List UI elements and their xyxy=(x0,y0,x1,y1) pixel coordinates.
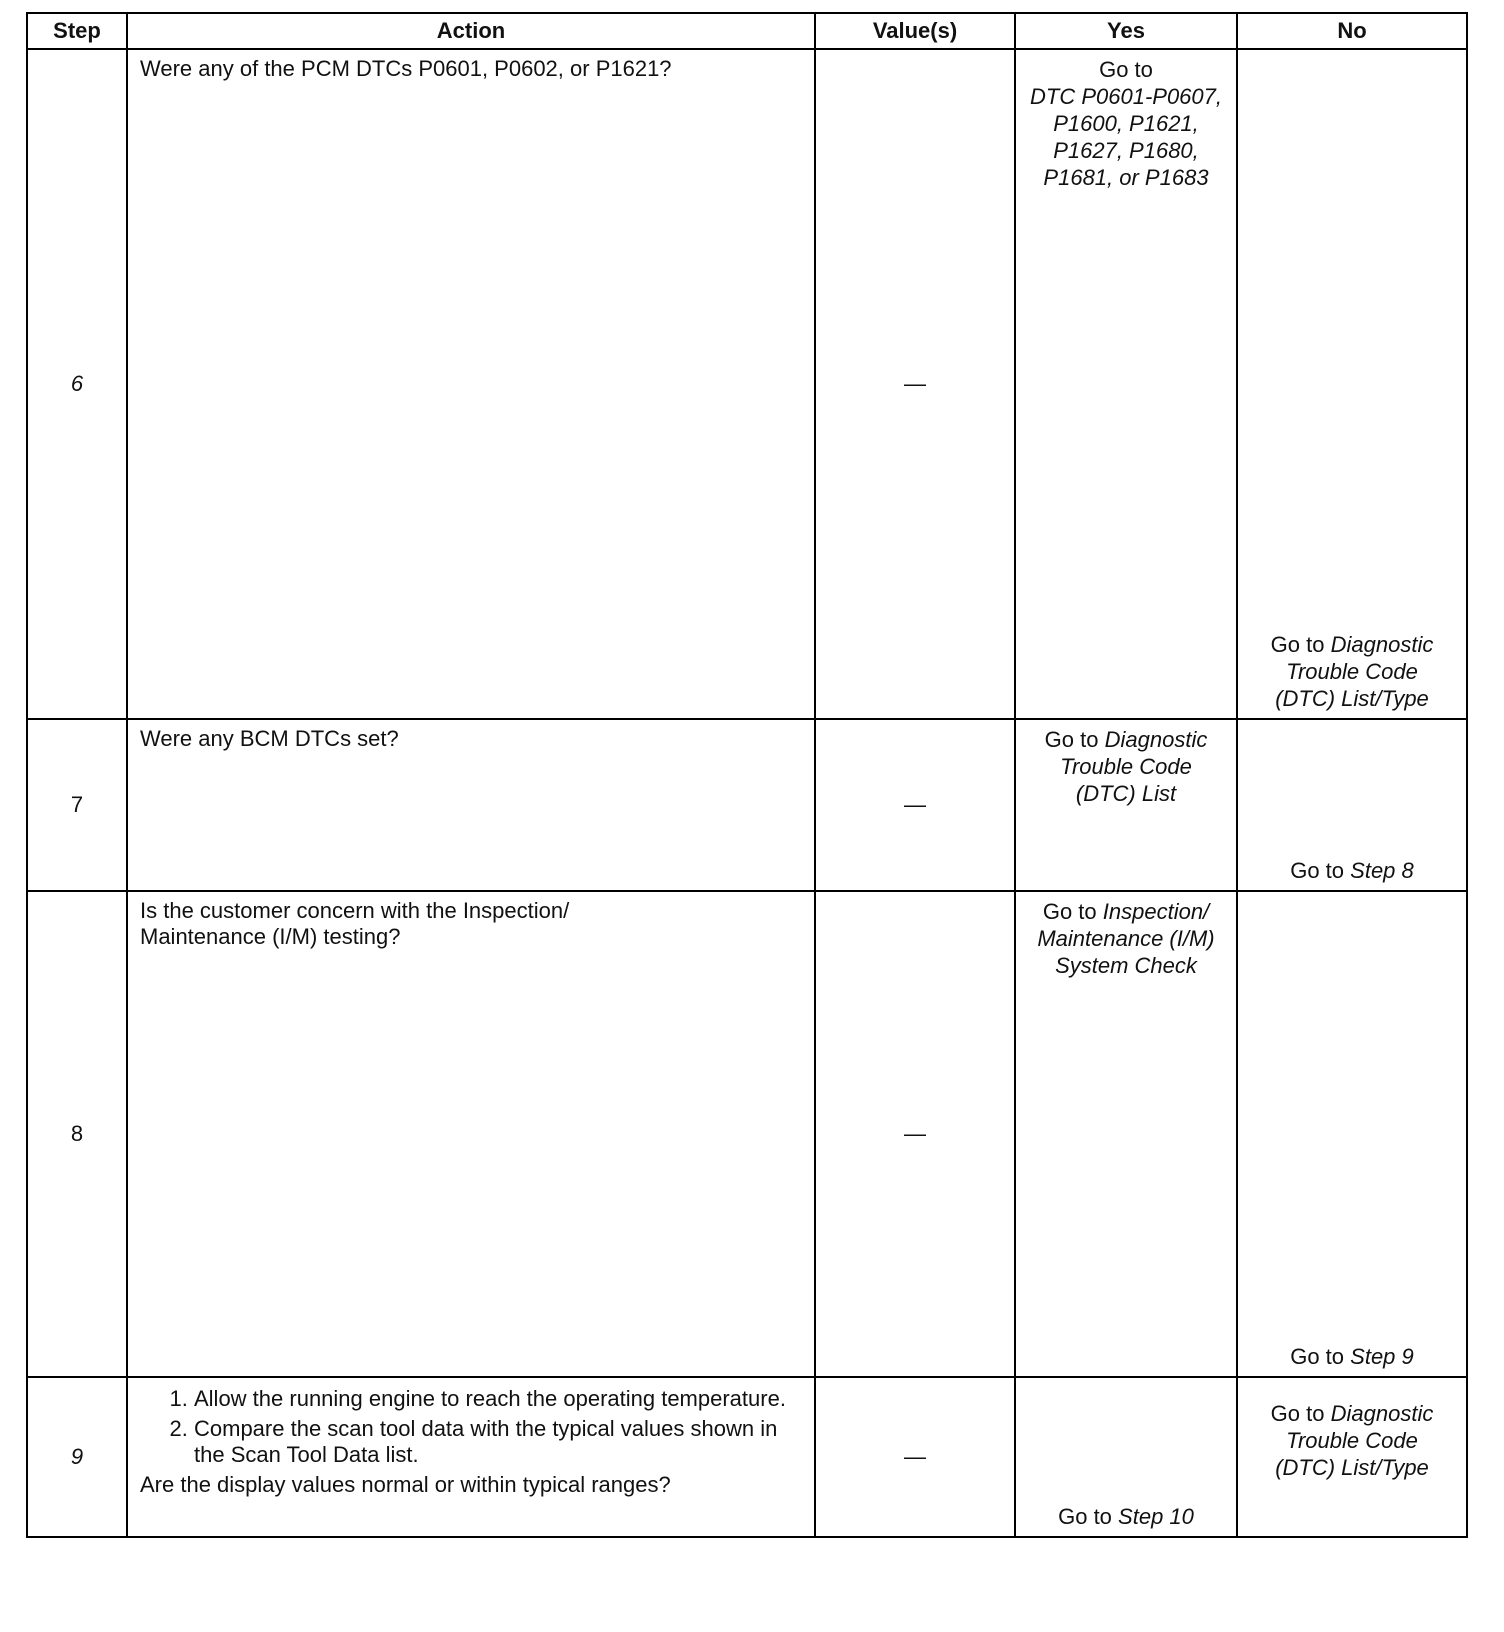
no-cell xyxy=(1237,891,1467,1377)
yes-link[interactable]: DTC P0601-P0607, P1600, P1621, P1627, P1680, P1681, or P1683 xyxy=(1030,84,1222,190)
no-link[interactable]: Step 9 xyxy=(1350,1344,1414,1369)
no-link[interactable]: Diagnostic Trouble Code (DTC) List/Type xyxy=(1275,1401,1434,1480)
yes-link[interactable]: Inspection/ Maintenance (I/M) System Check xyxy=(1037,899,1215,978)
table-row-step-7 xyxy=(27,719,1467,891)
yes-cell xyxy=(1015,891,1237,1377)
yes-cell xyxy=(1015,1377,1237,1537)
header-no: No xyxy=(1237,13,1467,49)
value-cell: — xyxy=(815,1377,1015,1537)
diagnostic-table xyxy=(26,12,1468,1538)
action-step: 2. Compare the scan tool data with the typical values shown in the Scan Tool Data list. xyxy=(194,1416,806,1468)
step-number: 8 xyxy=(27,891,127,1377)
yes-prefix: Go to xyxy=(1044,727,1099,752)
yes-prefix: Go to xyxy=(1042,899,1097,924)
yes-link[interactable]: Diagnostic Trouble Code (DTC) List xyxy=(1060,727,1208,806)
yes-cell xyxy=(1015,719,1237,891)
no-link[interactable]: Step 8 xyxy=(1350,858,1414,883)
action-text xyxy=(127,1377,815,1537)
action-question: Is the customer concern with the Inspection/ Maintenance (I/M) testing? xyxy=(140,898,570,949)
value-cell: — xyxy=(815,719,1015,891)
no-cell xyxy=(1237,1377,1467,1537)
no-prefix: Go to xyxy=(1270,1401,1325,1426)
yes-prefix: Go to xyxy=(1058,1504,1112,1529)
no-cell xyxy=(1237,719,1467,891)
no-link[interactable]: Diagnostic Trouble Code (DTC) List/Type xyxy=(1275,632,1434,711)
action-question: Are the display values normal or within typical ranges? xyxy=(140,1472,671,1497)
action-text xyxy=(127,891,815,1377)
header-row xyxy=(27,13,1467,49)
table-row-step-9 xyxy=(27,1377,1467,1537)
no-prefix: Go to xyxy=(1270,632,1325,657)
header-action: Action xyxy=(127,13,815,49)
value-cell: — xyxy=(815,49,1015,719)
yes-cell xyxy=(1015,49,1237,719)
no-prefix: Go to xyxy=(1290,1344,1345,1369)
action-step: 1. Allow the running engine to reach the operating temperature. xyxy=(194,1386,806,1412)
table-row-step-8 xyxy=(27,891,1467,1377)
no-cell xyxy=(1237,49,1467,719)
no-prefix: Go to xyxy=(1290,858,1345,883)
action-text: Were any of the PCM DTCs P0601, P0602, or P1621? xyxy=(127,49,815,719)
table-row-step-6 xyxy=(27,49,1467,719)
value-cell: — xyxy=(815,891,1015,1377)
header-step: Step xyxy=(27,13,127,49)
header-values: Value(s) xyxy=(815,13,1015,49)
yes-link[interactable]: Step 10 xyxy=(1118,1504,1194,1529)
step-number: 7 xyxy=(27,719,127,891)
header-yes: Yes xyxy=(1015,13,1237,49)
action-steps xyxy=(140,1386,806,1468)
step-number: 6 xyxy=(27,49,127,719)
step-number: 9 xyxy=(27,1377,127,1537)
yes-prefix: Go to xyxy=(1099,57,1153,82)
action-text: Were any BCM DTCs set? xyxy=(127,719,815,891)
